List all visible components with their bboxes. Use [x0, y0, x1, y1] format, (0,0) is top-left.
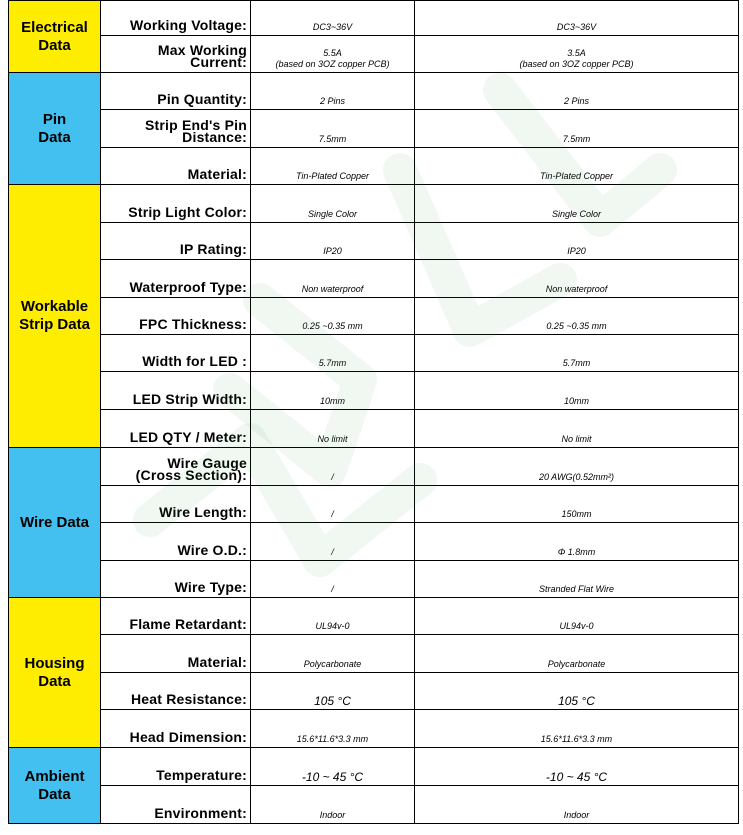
spec-label	[101, 260, 251, 298]
spec-value-col2	[415, 410, 739, 448]
spec-value-line: IP20	[567, 246, 586, 256]
spec-value-col2	[415, 260, 739, 298]
spec-label	[101, 523, 251, 561]
section-title-electrical-data	[9, 1, 101, 73]
table-row	[9, 110, 739, 148]
spec-value-col1	[251, 335, 415, 372]
spec-value-line: 150mm	[561, 509, 592, 519]
spec-label-line: (Cross Section):	[135, 467, 247, 483]
spec-value-line: Single Color	[307, 209, 358, 219]
spec-value-line: 10mm	[563, 396, 589, 406]
spec-value-line: UL94v-0	[559, 621, 594, 631]
spec-value-col1	[251, 1, 415, 36]
spec-value-col1	[251, 298, 415, 335]
section-title-ambient-data	[9, 748, 101, 824]
spec-value-col2	[415, 148, 739, 185]
spec-value-col1	[251, 110, 415, 148]
spec-label-line: Flame Retardant:	[129, 616, 247, 632]
spec-value-col2	[415, 561, 739, 598]
spec-value-col2	[415, 298, 739, 335]
table-row	[9, 673, 739, 710]
spec-value-line: Single Color	[551, 209, 602, 219]
spec-value-line: -10 ~ 45 °C	[301, 770, 364, 784]
spec-value-col2	[415, 710, 739, 748]
spec-value-col1	[251, 598, 415, 635]
table-row	[9, 410, 739, 448]
spec-value-line: 5.5A	[323, 48, 342, 58]
table-row	[9, 223, 739, 260]
spec-value-line: DC3~36V	[556, 22, 597, 32]
spec-value-line: 7.5mm	[318, 134, 347, 144]
spec-value-col2	[415, 486, 739, 523]
spec-value-line: Non waterproof	[301, 284, 364, 294]
spec-value-line: Tin-Plated Copper	[296, 171, 369, 181]
spec-value-col2	[415, 1, 739, 36]
spec-label	[101, 372, 251, 410]
spec-value-col2	[415, 73, 739, 110]
spec-value-col2	[415, 335, 739, 372]
spec-value-line: 15.6*11.6*3.3 mm	[540, 734, 613, 744]
spec-label-line: Pin Quantity:	[157, 91, 247, 107]
table-row	[9, 786, 739, 824]
spec-value-line: DC3~36V	[312, 22, 353, 32]
spec-value-col2	[415, 748, 739, 786]
spec-value-line: UL94v-0	[315, 621, 350, 631]
table-row	[9, 748, 739, 786]
spec-value-line: /	[331, 472, 334, 482]
spec-value-line: 105 °C	[314, 694, 351, 708]
spec-label-line: Temperature:	[156, 767, 247, 783]
section-title-line: Strip Data	[19, 316, 90, 333]
spec-label-line: Working Voltage:	[129, 17, 247, 33]
spec-label-line: Wire O.D.:	[177, 542, 247, 558]
section-title-line: Data	[38, 128, 71, 146]
spec-value-col1	[251, 36, 415, 73]
table-row	[9, 1, 739, 36]
spec-value-col1	[251, 561, 415, 598]
spec-value-line: Stranded Flat Wire	[539, 584, 614, 594]
spec-label	[101, 448, 251, 486]
spec-value-line: -10 ~ 45 °C	[545, 770, 608, 784]
spec-value-col1	[251, 410, 415, 448]
spec-value-line: 0.25 ~0.35 mm	[546, 321, 607, 331]
spec-label-line: Strip End's Pin	[144, 117, 247, 133]
spec-value-line: 15.6*11.6*3.3 mm	[296, 734, 369, 744]
table-row	[9, 635, 739, 673]
spec-label-line: Heat Resistance:	[130, 691, 247, 707]
spec-value-col2	[415, 36, 739, 73]
spec-value-col2	[415, 185, 739, 223]
spec-value-line: Non waterproof	[545, 284, 608, 294]
spec-label	[101, 298, 251, 335]
spec-value-line: No limit	[561, 434, 592, 444]
spec-label	[101, 486, 251, 523]
spec-value-col2	[415, 635, 739, 673]
spec-value-line: 0.25 ~0.35 mm	[302, 321, 363, 331]
spec-table	[8, 0, 739, 824]
spec-label-line: Width for LED :	[142, 353, 247, 369]
table-row	[9, 598, 739, 635]
spec-label	[101, 598, 251, 635]
spec-label	[101, 148, 251, 185]
table-row	[9, 335, 739, 372]
spec-label	[101, 748, 251, 786]
spec-label-line: Head Dimension:	[129, 729, 247, 745]
spec-value-line: Tin-Plated Copper	[540, 171, 613, 181]
spec-label	[101, 635, 251, 673]
table-row	[9, 260, 739, 298]
spec-value-line: (based on 3OZ copper PCB)	[519, 59, 634, 69]
spec-value-line: 105 °C	[558, 694, 595, 708]
spec-value-col1	[251, 372, 415, 410]
spec-label-line: Material:	[187, 166, 247, 182]
spec-label-line: FPC Thickness:	[139, 316, 247, 332]
spec-label-line: Current:	[190, 54, 247, 70]
table-row	[9, 486, 739, 523]
spec-value-line: /	[331, 509, 334, 519]
table-row	[9, 148, 739, 185]
spec-label-line: LED Strip Width:	[132, 391, 247, 407]
spec-value-line: Indoor	[563, 810, 590, 820]
spec-value-col1	[251, 260, 415, 298]
spec-value-line: 7.5mm	[562, 134, 591, 144]
spec-label-line: Distance:	[182, 129, 247, 145]
spec-label	[101, 561, 251, 598]
spec-value-line: 2 Pins	[563, 96, 589, 106]
spec-value-col1	[251, 523, 415, 561]
spec-value-col1	[251, 710, 415, 748]
table-row	[9, 710, 739, 748]
section-title-line: Wire Data	[19, 513, 90, 531]
spec-label	[101, 73, 251, 110]
section-title-line: Data	[38, 672, 71, 690]
spec-value-line: 2 Pins	[319, 96, 345, 106]
spec-value-col1	[251, 185, 415, 223]
spec-label-line: LED QTY / Meter:	[129, 429, 247, 445]
spec-value-col2	[415, 598, 739, 635]
spec-value-col1	[251, 448, 415, 486]
spec-label-line: Environment:	[154, 805, 247, 821]
spec-value-line: 10mm	[319, 396, 345, 406]
table-row	[9, 561, 739, 598]
spec-label-line: Wire Gauge	[167, 455, 247, 471]
spec-table-body	[9, 1, 739, 824]
spec-value-col1	[251, 635, 415, 673]
section-title-line: Electrical	[21, 18, 88, 36]
spec-value-line: 20 AWG(0.52mm²)	[538, 472, 614, 482]
spec-value-line: Polycarbonate	[547, 659, 606, 669]
spec-value-col2	[415, 223, 739, 260]
spec-value-line: 3.5A	[567, 48, 586, 58]
spec-value-line: (based on 3OZ copper PCB)	[275, 59, 390, 69]
spec-value-col1	[251, 73, 415, 110]
spec-label	[101, 786, 251, 824]
spec-value-line: 5.7mm	[318, 358, 347, 368]
spec-value-line: /	[331, 547, 334, 557]
spec-value-col1	[251, 148, 415, 185]
spec-label	[101, 410, 251, 448]
spec-label-line: Strip Light Color:	[128, 204, 247, 220]
section-title-housing-data	[9, 598, 101, 748]
spec-value-col2	[415, 786, 739, 824]
spec-value-col2	[415, 448, 739, 486]
section-title-line: Data	[38, 36, 71, 54]
spec-value-line: No limit	[317, 434, 348, 444]
section-title-line: Workable	[20, 298, 89, 315]
spec-value-col1	[251, 748, 415, 786]
table-row	[9, 523, 739, 561]
section-title-workable-strip-data	[9, 185, 101, 448]
spec-value-col1	[251, 223, 415, 260]
spec-value-line: Φ 1.8mm	[557, 547, 596, 557]
spec-label-line: IP Rating:	[179, 241, 247, 257]
spec-label	[101, 223, 251, 260]
spec-label-line: Waterproof Type:	[129, 279, 247, 295]
table-row	[9, 185, 739, 223]
spec-label	[101, 1, 251, 36]
spec-label-line: Wire Length:	[159, 504, 247, 520]
table-row	[9, 73, 739, 110]
table-row	[9, 36, 739, 73]
spec-label-line: Material:	[187, 654, 247, 670]
spec-label	[101, 36, 251, 73]
spec-label	[101, 710, 251, 748]
spec-label	[101, 185, 251, 223]
section-title-line: Data	[38, 785, 71, 803]
section-title-line: Pin	[42, 110, 67, 128]
spec-value-line: Indoor	[319, 810, 346, 820]
spec-value-col2	[415, 372, 739, 410]
spec-value-col2	[415, 110, 739, 148]
table-row	[9, 448, 739, 486]
spec-value-col2	[415, 673, 739, 710]
spec-label-line: Max Working	[157, 42, 247, 58]
spec-label	[101, 110, 251, 148]
section-title-line: Ambient	[24, 767, 85, 785]
section-title-line: Housing	[24, 654, 85, 672]
table-row	[9, 372, 739, 410]
section-title-pin-data	[9, 73, 101, 185]
table-row	[9, 298, 739, 335]
spec-label-line: Wire Type:	[174, 579, 247, 595]
spec-label	[101, 335, 251, 372]
spec-value-col2	[415, 523, 739, 561]
spec-value-col1	[251, 673, 415, 710]
spec-value-line: /	[331, 584, 334, 594]
spec-value-line: IP20	[323, 246, 342, 256]
spec-value-line: Polycarbonate	[303, 659, 362, 669]
spec-value-col1	[251, 486, 415, 523]
spec-label	[101, 673, 251, 710]
section-title-wire-data	[9, 448, 101, 598]
spec-value-col1	[251, 786, 415, 824]
spec-value-line: 5.7mm	[562, 358, 591, 368]
